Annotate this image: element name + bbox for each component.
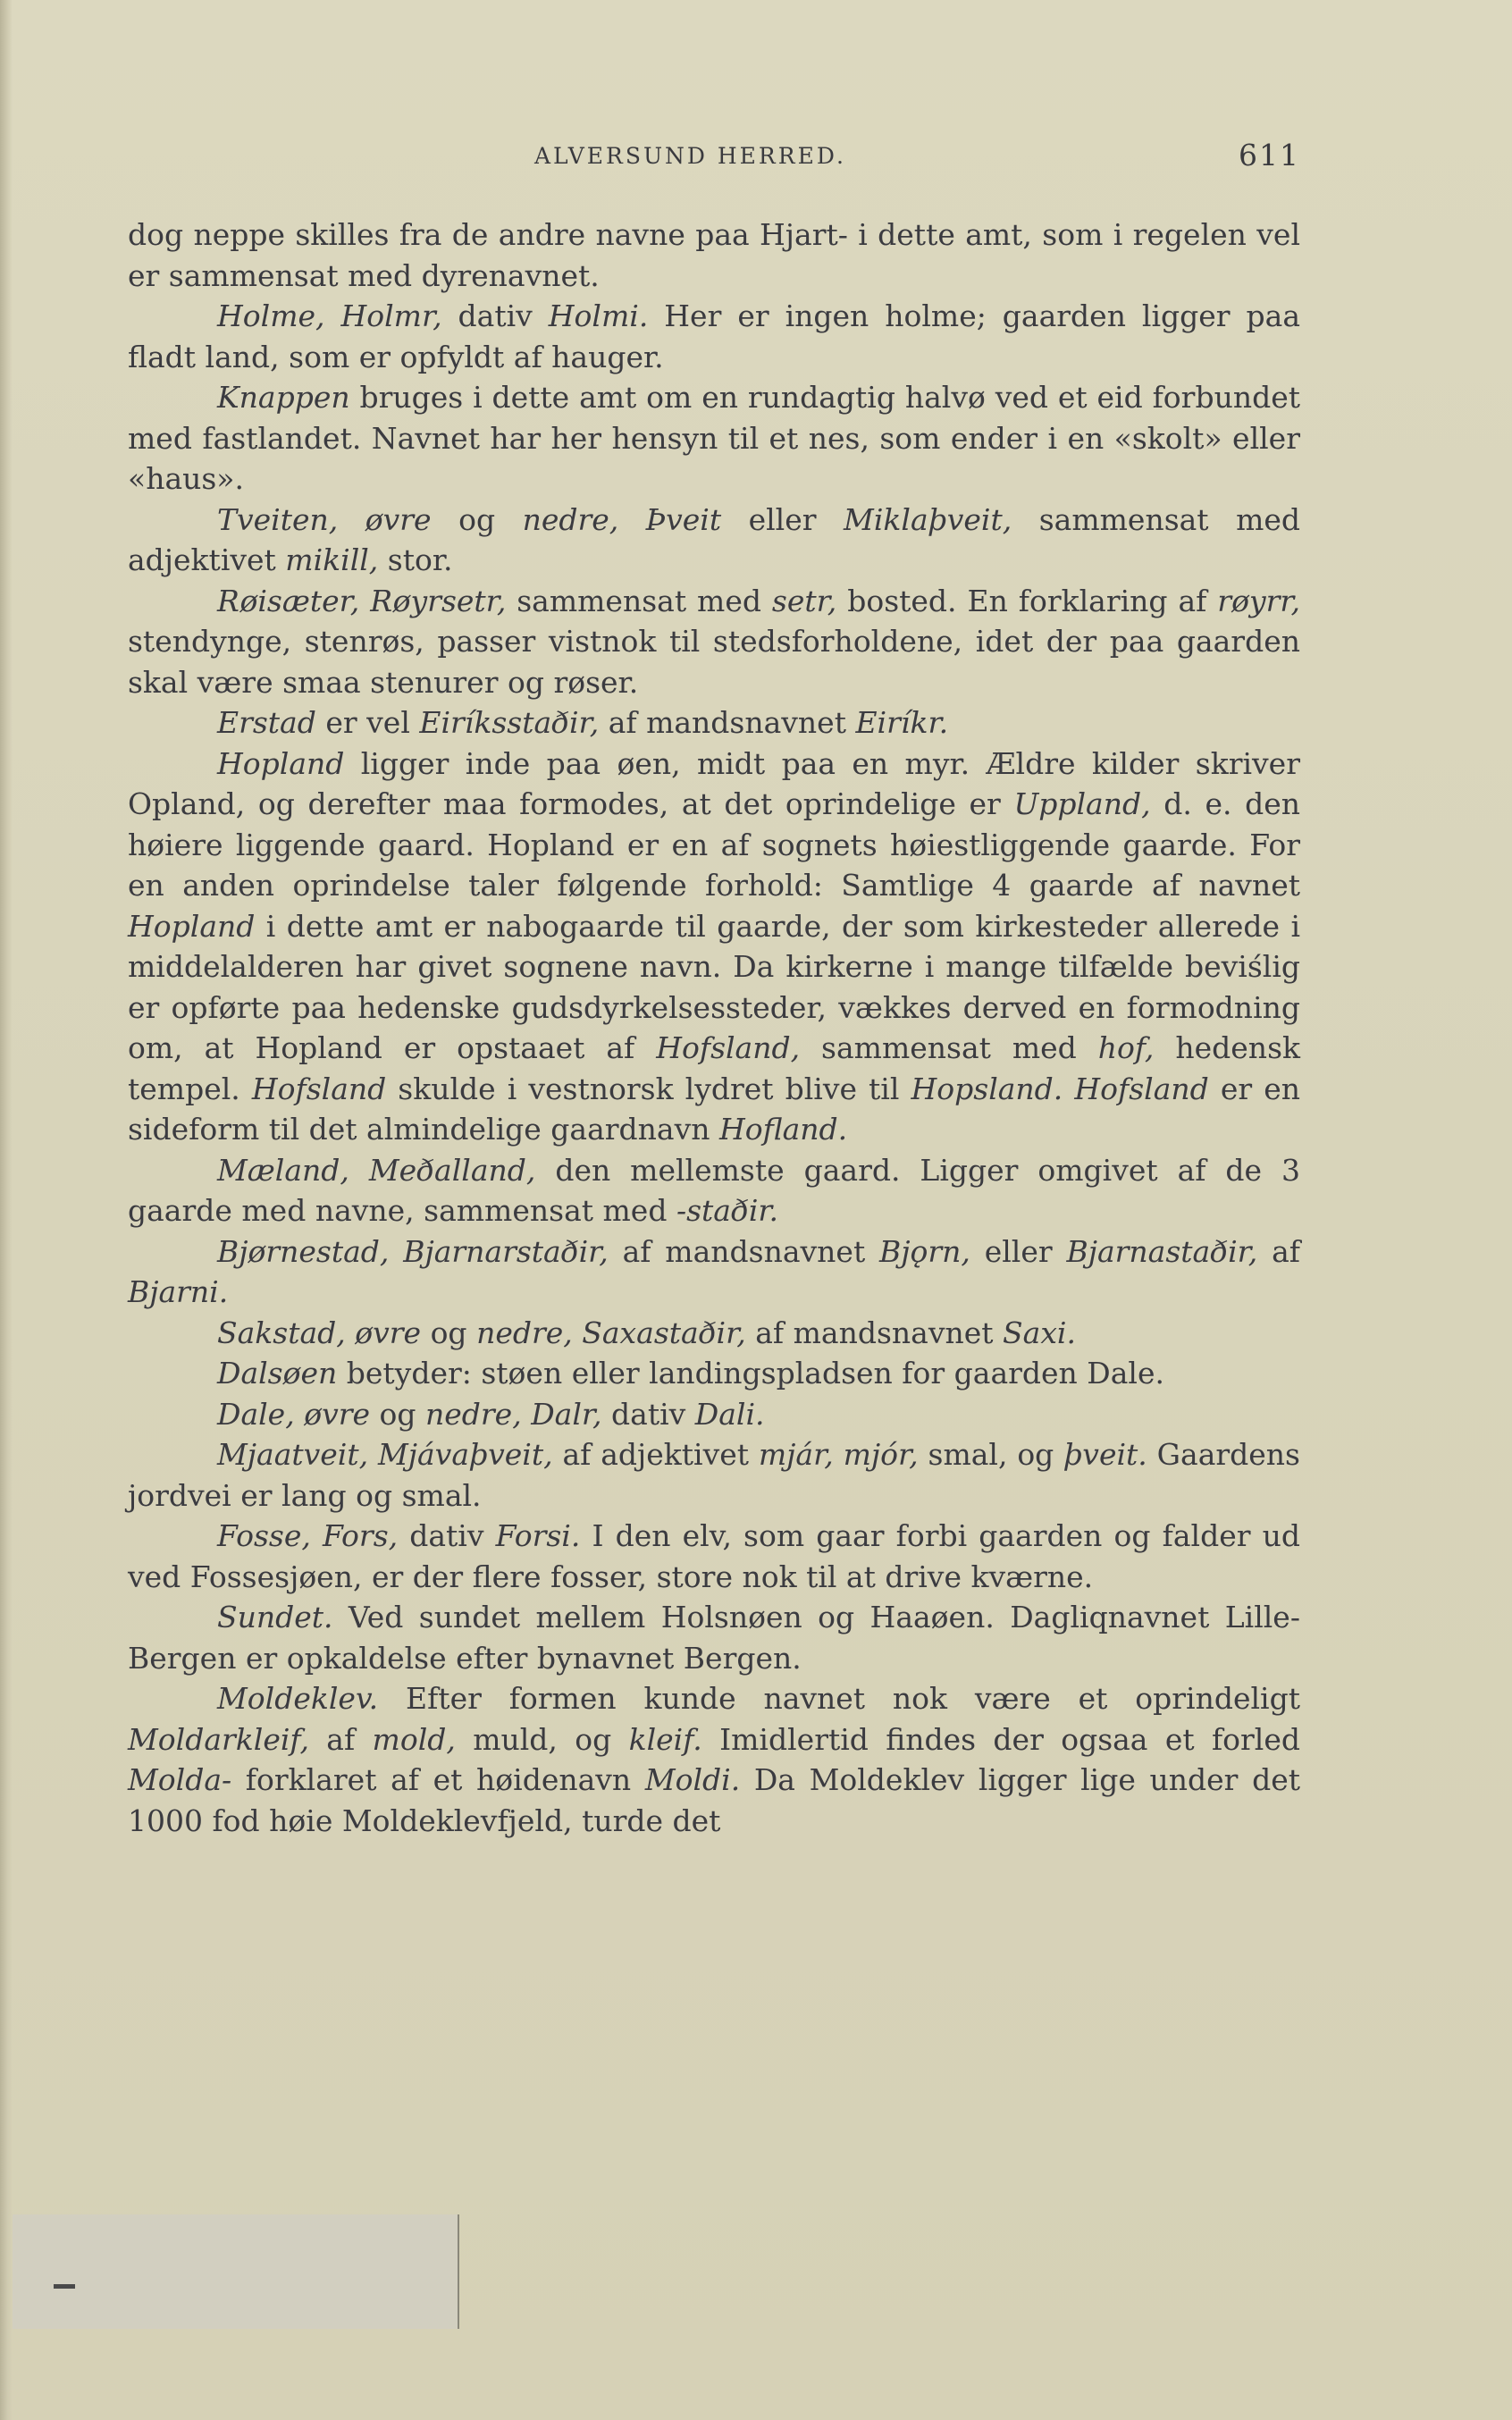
text-run: den mellemste gaard. Ligger omgivet af de 3 gaarde med navne, sammensat med bbox=[128, 1152, 1301, 1228]
italic-text-run: Holme, Holmr, bbox=[217, 298, 442, 333]
paragraph bbox=[128, 500, 1300, 581]
text-run: bruges i dette amt om en rundagtig halvø ved et eid forbundet med fastlandet. Navnet har her hensyn til et nes, som ender i en «skolt» eller «haus». bbox=[128, 380, 1300, 496]
italic-text-run: Mjaatveit, Mjávaþveit, bbox=[217, 1437, 553, 1472]
italic-text-run: nedre, Saxastaðir, bbox=[476, 1315, 746, 1350]
text-run: smal, og bbox=[918, 1437, 1064, 1472]
text-run: er vel bbox=[315, 705, 420, 740]
paragraph bbox=[128, 744, 1300, 1150]
italic-text-run: Mæland, Meðalland, bbox=[217, 1152, 536, 1188]
italic-text-run: Hofsland, bbox=[656, 1030, 801, 1065]
paragraph bbox=[128, 1150, 1300, 1231]
paragraph bbox=[128, 1353, 1300, 1394]
paragraph bbox=[128, 1516, 1300, 1597]
text-run: sammensat med bbox=[506, 583, 772, 618]
text-run: Efter formen kunde navnet nok være et oprindeligt bbox=[378, 1681, 1300, 1716]
stamp-mark bbox=[54, 2284, 75, 2289]
italic-text-run: Miklaþveit, bbox=[844, 501, 1012, 537]
text-run: af mandsnavnet bbox=[608, 1233, 880, 1269]
italic-text-run: Bjarni. bbox=[128, 1274, 229, 1309]
italic-text-run: Forsi. bbox=[495, 1518, 581, 1553]
text-run: dativ bbox=[398, 1518, 496, 1553]
text-run: stor. bbox=[378, 542, 453, 577]
italic-text-run: Hopsland. bbox=[911, 1071, 1063, 1106]
text-run: i dette amt er nabogaarde til gaarde, der som kirkesteder allerede i middelalderen har givet sognene navn. Da kirkerne i mange tilfælde beviślig er opførte paa hedenske gudsdyrkelsessteder, vækkes derved en formodning om, at Hopland er opstaaet af bbox=[128, 908, 1300, 1065]
italic-text-run: Uppland, bbox=[1013, 786, 1151, 821]
italic-text-run: Sakstad, øvre bbox=[217, 1315, 422, 1350]
paragraph bbox=[128, 1231, 1300, 1313]
paragraph bbox=[128, 377, 1300, 500]
italic-text-run: mjár, mjór, bbox=[758, 1437, 919, 1472]
library-stamp-strip bbox=[13, 2214, 459, 2329]
italic-text-run: Bjarnastaðir, bbox=[1066, 1233, 1258, 1269]
italic-text-run: Bjørnestad, Bjarnarstaðir, bbox=[217, 1233, 609, 1269]
italic-text-run: Hopland bbox=[128, 908, 256, 944]
paragraph bbox=[128, 1434, 1300, 1516]
text-run: af adjektivet bbox=[552, 1437, 759, 1472]
text-run: ligger inde paa øen, midt paa en myr. Ældre kilder skriver Opland, og derefter maa formodes, at det oprindelige er bbox=[128, 745, 1300, 821]
italic-text-run: Saxi. bbox=[1003, 1315, 1076, 1350]
italic-text-run: nedre, Dalr, bbox=[425, 1396, 602, 1432]
paragraph bbox=[128, 214, 1300, 296]
text-run: af mandsnavnet bbox=[745, 1315, 1004, 1350]
body-text bbox=[128, 214, 1300, 1841]
text-run: Gaardens jordvei er lang og smal. bbox=[128, 1437, 1300, 1513]
italic-text-run: hof, bbox=[1097, 1030, 1155, 1065]
italic-text-run: Moldarkleif, bbox=[128, 1721, 309, 1757]
italic-text-run: Knappen bbox=[217, 380, 350, 415]
text-run: skulde i vestnorsk lydret blive til bbox=[386, 1071, 911, 1106]
italic-text-run: Dali. bbox=[694, 1396, 765, 1432]
text-run: Da Moldeklev ligger lige under det 1000 fod høie Moldeklevfjeld, turde det bbox=[128, 1762, 1300, 1838]
text-run: af bbox=[1257, 1233, 1300, 1269]
text-run: d. e. den høiere liggende gaard. Hopland er en af sognets høiestliggende gaarde. For en anden oprindelse taler følgende forhold: Samtlige 4 gaarde af navnet bbox=[128, 786, 1300, 903]
paragraph bbox=[128, 296, 1300, 377]
page-number: 611 bbox=[1239, 138, 1300, 172]
text-run: dativ bbox=[601, 1396, 695, 1432]
paragraph bbox=[128, 702, 1300, 744]
italic-text-run: Erstad bbox=[217, 705, 316, 740]
italic-text-run: Holmi. bbox=[548, 298, 649, 333]
text-run: forklaret af et høidenavn bbox=[231, 1762, 645, 1797]
text-run: sammensat med bbox=[800, 1030, 1098, 1065]
text-run: dog neppe skilles fra de andre navne paa Hjart- i dette amt, som i regelen vel er sammensat med dyrenavnet. bbox=[128, 217, 1300, 293]
italic-text-run: Tveiten, øvre bbox=[217, 501, 432, 537]
italic-text-run: Dale, øvre bbox=[217, 1396, 371, 1432]
text-run: af bbox=[308, 1721, 373, 1757]
text-run: stendynge, stenrøs, passer vistnok til stedsforholdene, idet der paa gaarden skal være smaa stenurer og røser. bbox=[128, 624, 1300, 700]
italic-text-run: Eiríkr. bbox=[855, 705, 949, 740]
paragraph bbox=[128, 1678, 1300, 1841]
text-run: og bbox=[431, 501, 523, 537]
running-header bbox=[128, 136, 1300, 181]
italic-text-run: Røisæter, Røyrsetr, bbox=[217, 583, 507, 618]
text-run: dativ bbox=[441, 298, 549, 333]
text-run: Her er ingen holme; gaarden ligger paa fladt land, som er opfyldt af hauger. bbox=[128, 298, 1301, 374]
paragraph bbox=[128, 1394, 1300, 1435]
italic-text-run: Molda- bbox=[128, 1762, 232, 1797]
italic-text-run: mikill, bbox=[285, 542, 379, 577]
text-run: eller bbox=[970, 1233, 1067, 1269]
italic-text-run: Hopland bbox=[217, 745, 345, 781]
italic-text-run: setr, bbox=[771, 583, 837, 618]
italic-text-run: Hofsland bbox=[251, 1071, 387, 1106]
text-run: og bbox=[421, 1315, 477, 1350]
italic-text-run: Moldi. bbox=[644, 1762, 741, 1797]
italic-text-run: -staðir. bbox=[676, 1193, 779, 1228]
text-run: af mandsnavnet bbox=[599, 705, 856, 740]
italic-text-run: Dalsøen bbox=[217, 1356, 338, 1391]
italic-text-run: røyrr, bbox=[1217, 583, 1300, 618]
running-head-title: ALVERSUND HERRED. bbox=[534, 143, 846, 169]
text-run: eller bbox=[721, 501, 844, 537]
page-binding-edge bbox=[0, 0, 13, 2420]
text-run bbox=[1063, 1071, 1074, 1106]
text-run: er en sideform til det almindelige gaardnavn bbox=[128, 1071, 1300, 1147]
italic-text-run: kleif. bbox=[628, 1721, 702, 1757]
text-run: muld, og bbox=[455, 1721, 629, 1757]
text-run: bosted. En forklaring af bbox=[836, 583, 1218, 618]
paragraph bbox=[128, 581, 1300, 703]
italic-text-run: Bjǫrn, bbox=[879, 1233, 970, 1269]
italic-text-run: mold, bbox=[372, 1721, 456, 1757]
italic-text-run: nedre, Þveit bbox=[522, 501, 722, 537]
paragraph bbox=[128, 1313, 1300, 1354]
italic-text-run: Hofsland bbox=[1074, 1071, 1209, 1106]
text-run: og bbox=[370, 1396, 425, 1432]
italic-text-run: Eiríksstaðir, bbox=[419, 705, 600, 740]
italic-text-run: Hofland. bbox=[718, 1112, 848, 1147]
text-run: Ved sundet mellem Holsnøen og Haaøen. Dagliqnavnet Lille-Bergen er opkaldelse efter bynavnet Bergen. bbox=[128, 1600, 1300, 1676]
text-run: betyder: støen eller landingspladsen for gaarden Dale. bbox=[337, 1356, 1164, 1391]
text-run: sammensat med adjektivet bbox=[128, 501, 1301, 577]
text-run: hedensk tempel. bbox=[128, 1030, 1300, 1106]
text-run: Imidlertid findes der ogsaa et forled bbox=[701, 1721, 1301, 1757]
italic-text-run: þveit. bbox=[1063, 1437, 1147, 1472]
paragraph bbox=[128, 1597, 1300, 1678]
text-run: I den elv, som gaar forbi gaarden og falder ud ved Fossesjøen, er der flere fosser, store nok til at drive kværne. bbox=[128, 1518, 1300, 1594]
italic-text-run: Fosse, Fors, bbox=[217, 1518, 399, 1553]
italic-text-run: Sundet. bbox=[217, 1600, 333, 1634]
italic-text-run: Moldeklev. bbox=[217, 1681, 379, 1716]
